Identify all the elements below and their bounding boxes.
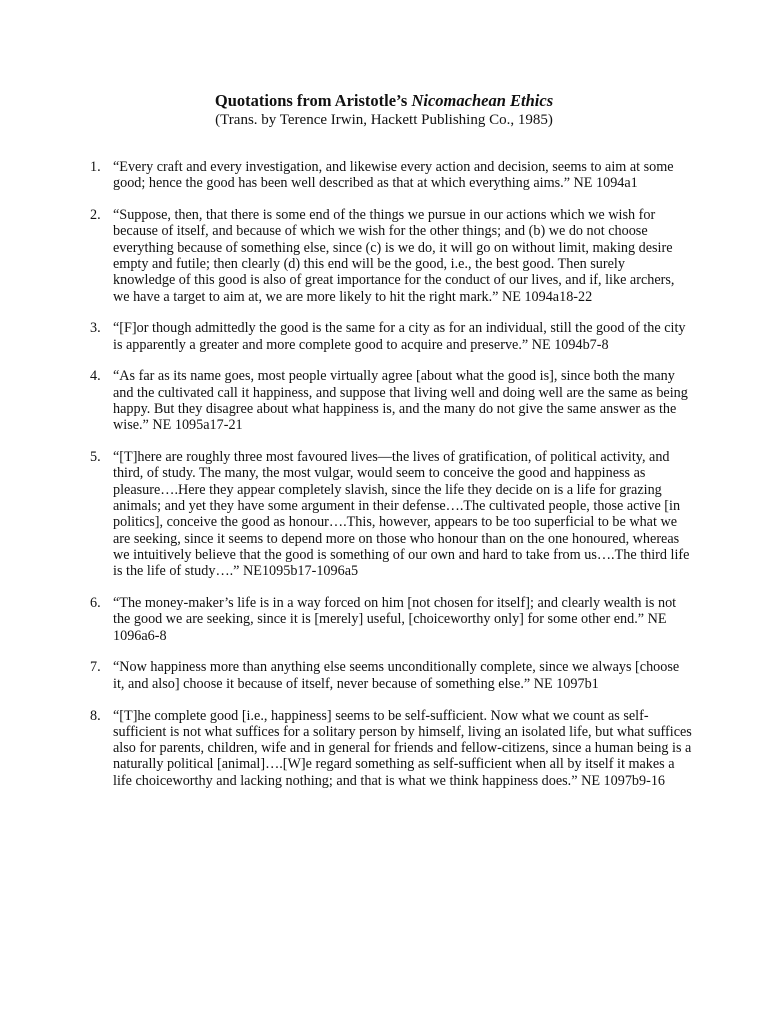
quotation-item	[90, 449, 690, 579]
quotation-text-line: good; hence the good has been well described as that at which everything aims.” NE 1094a1	[113, 175, 638, 192]
quotation-item	[90, 708, 690, 789]
quotation-item	[90, 159, 690, 192]
quotation-text-line: “[F]or though admittedly the good is the same for a city as for an individual, still the good of the city	[113, 320, 686, 337]
quotation-text-line: wise.” NE 1095a17-21	[113, 417, 243, 434]
quotation-number: 1.	[90, 159, 101, 175]
quotation-text-line: “Now happiness more than anything else seems unconditionally complete, since we always [choose	[113, 659, 680, 676]
quotation-text-line: “Suppose, then, that there is some end of the things we pursue in our actions which we wish for	[113, 207, 656, 224]
quotation-number: 3.	[90, 320, 101, 337]
quotation-item	[90, 595, 690, 644]
quotation-text-line: we intuitively believe that the good is something of our own and hard to take from us….The third life	[113, 546, 690, 563]
quotation-text-line: “As far as its name goes, most people virtually agree [about what the good is], since both the many	[113, 368, 675, 385]
title-text: Quotations from Aristotle’s	[214, 91, 412, 110]
quotation-text-line: it, and also] choose it because of itself, never because of something else.” NE 1097b1	[113, 675, 599, 692]
quotations-list	[90, 159, 690, 805]
quotation-text-line: is the life of study….” NE1095b17-1096a5	[113, 563, 359, 580]
quotation-item	[90, 207, 690, 305]
quotation-item	[90, 659, 690, 692]
quotation-text-line: “[T]here are roughly three most favoured lives—the lives of gratification, of political activity, and	[113, 449, 670, 466]
quotation-text-line: happy. But they disagree about what happiness is, and the many do not give the same answer as the	[113, 401, 677, 418]
title-italic-text: Nicomachean Ethics	[411, 91, 554, 110]
quotation-text-line: also for parents, children, wife and in general for friends and fellow-citizens, since a human being is a	[113, 740, 692, 757]
quotation-text-line: politics], conceive the good as honour….This, however, appears to be too superficial to be what we	[113, 514, 678, 531]
quotation-text-line: pleasure….Here they appear completely slavish, since the life they decide on is a life for grazing	[113, 481, 662, 498]
quotation-text-line: knowledge of this good is also of great importance for the conduct of our lives, and if, like archers,	[113, 272, 675, 289]
quotation-text-line: the good we are seeking, since it is [merely] useful, [choiceworthy only] for some other end.” NE	[113, 611, 667, 628]
quotation-item	[90, 368, 690, 433]
quotation-text-line: empty and futile; then clearly (d) this end will be the good, i.e., the best good. Then surely	[113, 255, 625, 272]
document-title	[0, 91, 768, 111]
quotation-text-line: and the cultivated call it happiness, and suppose that living well and doing well are the same as being	[113, 384, 688, 401]
quotation-text-line: “Every craft and every investigation, and likewise every action and decision, seems to aim at some	[113, 159, 674, 175]
quotation-text-line: 1096a6-8	[113, 627, 167, 644]
quotation-number: 5.	[90, 449, 101, 466]
quotation-item	[90, 320, 690, 353]
document-header	[0, 91, 768, 129]
quotation-text-line: “[T]he complete good [i.e., happiness] seems to be self-sufficient. Now what we count as self-	[113, 707, 649, 724]
quotation-text-line: naturally political [animal]….[W]e regard something as self-sufficient when all by itself it makes a	[113, 756, 675, 773]
quotation-text-line: are seeking, since it seems to depend more on those who honour than on the one honoured, whereas	[113, 530, 680, 547]
quotation-number: 4.	[90, 368, 101, 385]
quotation-text-line: life choiceworthy and lacking nothing; and that is what we think happiness does.” NE 1097b9-16	[113, 772, 666, 789]
quotation-text-line: we have a target to aim at, we are more likely to hit the right mark.” NE 1094a18-22	[113, 288, 593, 305]
quotation-text-line: “The money-maker’s life is in a way forced on him [not chosen for itself]; and clearly wealth is not	[113, 595, 677, 612]
quotation-text-line: is apparently a greater and more complete good to acquire and preserve.” NE 1094b7-8	[113, 336, 609, 353]
quotation-text-line: because of itself, and because of which we wish for the other things; and (b) we do not choose	[113, 223, 648, 240]
quotation-number: 6.	[90, 595, 101, 612]
quotation-text-line: third, of study. The many, the most vulgar, would seem to conceive the good and happiness as	[113, 465, 646, 482]
quotation-number: 2.	[90, 207, 101, 224]
quotation-text-line: animals; and yet they have some argument in their defense….The cultivated people, those active [in	[113, 498, 681, 515]
quotation-number: 7.	[90, 659, 101, 676]
quotation-number: 8.	[90, 707, 101, 724]
quotation-text-line: everything because of something else, since (c) is we do, it will go on without limit, making desire	[113, 239, 673, 256]
quotation-text-line: sufficient is not what suffices for a solitary person by himself, living an isolated life, but what suffices	[113, 723, 692, 740]
document-subtitle: (Trans. by Terence Irwin, Hackett Publishing Co., 1985)	[215, 112, 553, 128]
